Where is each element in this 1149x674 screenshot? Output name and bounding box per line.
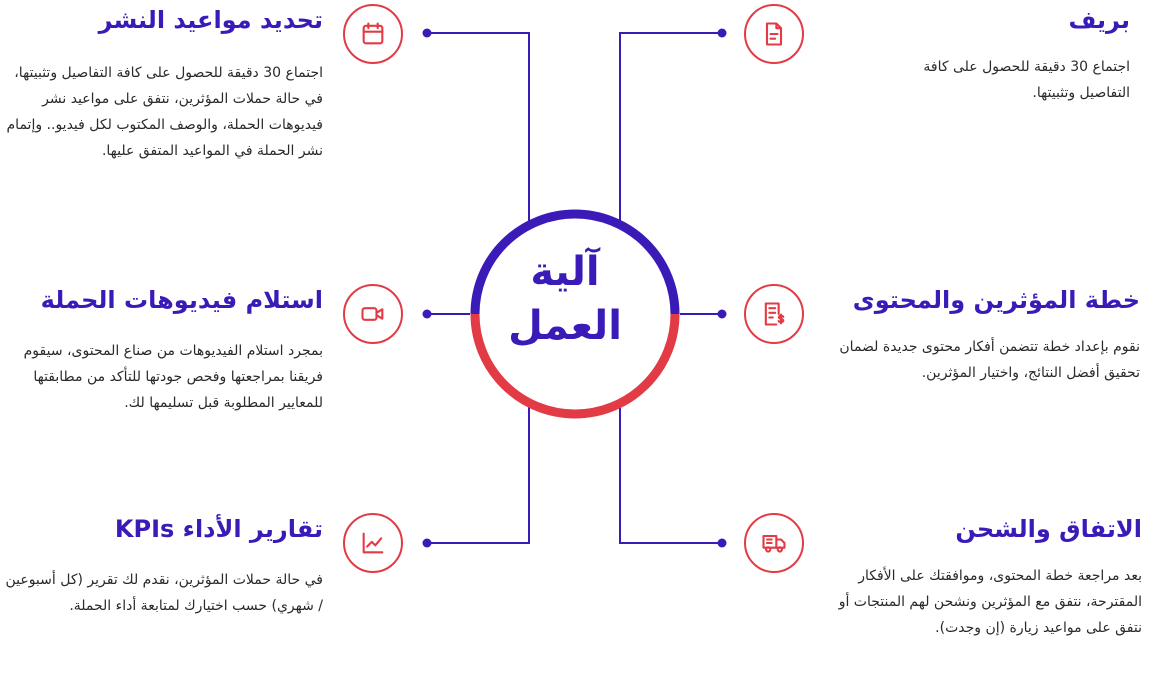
- document-icon: [744, 4, 804, 64]
- card-title: بريف: [1068, 6, 1130, 34]
- card-body: اجتماع 30 دقيقة للحصول على كافة التفاصيل وتثبيتها.: [923, 59, 1130, 101]
- line-chart-icon: [343, 513, 403, 573]
- card-body: اجتماع 30 دقيقة للحصول على كافة التفاصيل وتثبيتها، في حالة حملات المؤثرين، نتفق على مواعيد نشر فيديوهات الحملة، والوصف المكتوب لكل فيديو.. وإتمام نشر الحملة في المواعيد المتفق عليها.: [6, 65, 323, 159]
- card-receive-videos: [5, 284, 323, 416]
- card-brief: [820, 4, 1130, 106]
- card-title: تقارير الأداء KPIs: [114, 515, 323, 543]
- video-camera-icon: [343, 284, 403, 344]
- card-influencer-plan: [820, 284, 1140, 386]
- card-title: تحديد مواعيد النشر: [98, 6, 323, 34]
- center-title-line-2: العمل: [508, 303, 622, 349]
- card-publish-schedule: [5, 4, 323, 164]
- center-title-line-1: آلية: [530, 249, 600, 295]
- card-title: استلام فيديوهات الحملة: [40, 286, 323, 314]
- card-agreement-shipping: [820, 513, 1142, 641]
- card-title: الاتفاق والشحن: [955, 515, 1142, 543]
- calendar-icon: [343, 4, 403, 64]
- card-body: بعد مراجعة خطة المحتوى، وموافقتك على الأفكار المقترحة، نتفق مع المؤثرين ونشحن لهم المنتجات أو نتفق على مواعيد زيارة (إن وجدت).: [838, 568, 1142, 636]
- card-kpi-reports: [5, 513, 323, 619]
- card-body: بمجرد استلام الفيديوهات من صناع المحتوى، سيقوم فريقنا بمراجعتها وفحص جودتها للتأكد من مطابقتها للمعايير المطلوبة قبل تسليمها لك.: [23, 343, 323, 411]
- card-title: خطة المؤثرين والمحتوى: [852, 286, 1140, 314]
- card-body: في حالة حملات المؤثرين، نقدم لك تقرير (كل أسبوعين / شهري) حسب اختيارك لمتابعة أداء الحملة.: [5, 572, 323, 614]
- truck-icon: [744, 513, 804, 573]
- center-title: [490, 245, 640, 353]
- invoice-dollar-icon: [744, 284, 804, 344]
- card-body: نقوم بإعداد خطة تتضمن أفكار محتوى جديدة لضمان تحقيق أفضل النتائج، واختيار المؤثرين.: [839, 339, 1140, 381]
